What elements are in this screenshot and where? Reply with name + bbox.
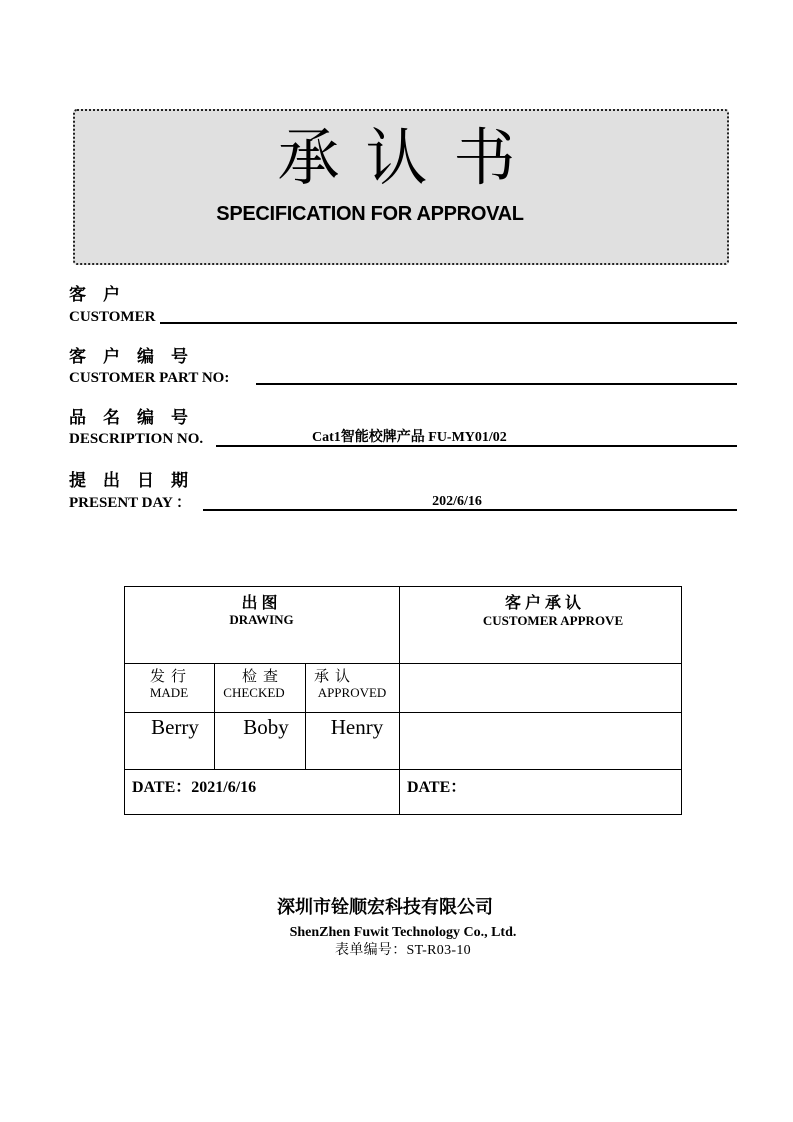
customer-date: DATE：	[407, 779, 467, 796]
made-signature: Berry	[151, 715, 199, 739]
customer-underline	[160, 322, 737, 324]
present-day-cn-label: 提出日期	[69, 471, 205, 491]
checked-signature: Boby	[243, 715, 289, 739]
customer-part-no-cn-label: 客户编号	[69, 347, 205, 367]
description-no-cn-label: 品名编号	[69, 408, 205, 428]
customer-part-no-underline	[256, 383, 737, 385]
drawing-cn-label: 出图	[241, 593, 282, 612]
made-cn-label: 发行	[149, 667, 192, 685]
checked-en-label: CHECKED	[223, 685, 285, 700]
company-name-en: ShenZhen Fuwit Technology Co., Ltd.	[289, 925, 517, 940]
approved-en-label: APPROVED	[317, 685, 387, 700]
table-divider-main	[399, 586, 400, 815]
table-rule-3	[124, 769, 682, 770]
customer-approve-cn-label: 客户承认	[504, 593, 585, 612]
made-en-label: MADE	[149, 685, 189, 700]
drawing-en-label: DRAWING	[229, 612, 294, 627]
present-day-en-label: PRESENT DAY ：	[69, 495, 191, 511]
drawing-date: DATE：2021/6/16	[132, 779, 257, 796]
form-number: 表单编号：ST-R03-10	[335, 943, 471, 958]
approved-cn-label: 承认	[313, 667, 356, 685]
approved-signature: Henry	[330, 715, 384, 739]
description-no-value: Cat1智能校牌产品 FU-MY01/02	[312, 430, 507, 445]
customer-approve-en-label: CUSTOMER APPROVE	[482, 613, 624, 628]
table-rule-1	[124, 663, 682, 664]
checked-cn-label: 检查	[241, 667, 284, 685]
company-name-cn: 深圳市铨顺宏科技有限公司	[277, 897, 493, 918]
title-english: SPECIFICATION FOR APPROVAL	[216, 203, 524, 225]
customer-cn-label: 客户	[69, 285, 137, 305]
customer-part-no-en-label: CUSTOMER PART NO:	[69, 370, 230, 386]
customer-en-label: CUSTOMER	[69, 309, 156, 325]
table-rule-2	[124, 712, 682, 713]
title-chinese: 承认书	[277, 121, 542, 194]
description-no-en-label: DESCRIPTION NO.	[69, 431, 204, 447]
present-day-value: 202/6/16	[432, 494, 482, 509]
